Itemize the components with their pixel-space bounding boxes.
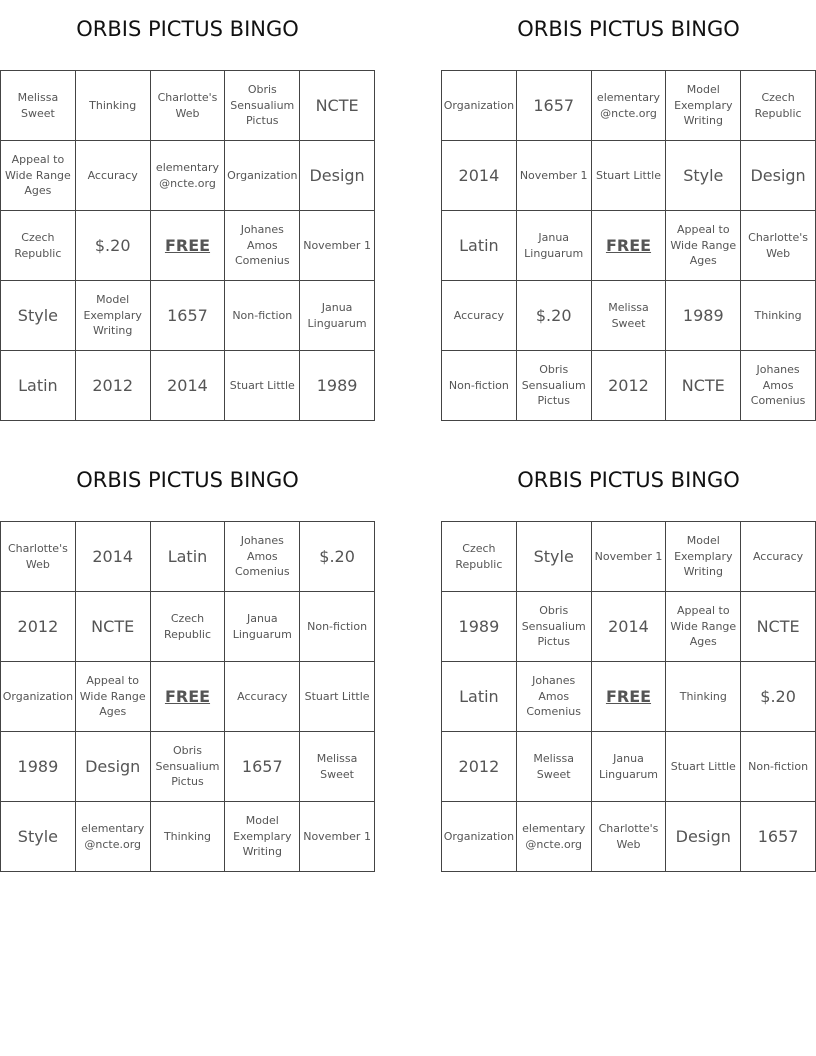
grid-row: [442, 662, 816, 732]
bingo-cell: Stuart Little: [225, 351, 300, 421]
bingo-grid: [441, 70, 816, 421]
grid-row: [1, 592, 375, 662]
bingo-cell: Organization: [1, 662, 76, 732]
grid-row: [1, 522, 375, 592]
bingo-cell: Janua Linguarum: [300, 281, 375, 351]
grid-row: [1, 732, 375, 802]
bingo-cell: Model Exemplary Writing: [666, 522, 741, 592]
bingo-cell: Melissa Sweet: [517, 732, 592, 802]
bingo-cell: Design: [666, 802, 741, 872]
bingo-cell: Stuart Little: [592, 141, 667, 211]
bingo-cell: Melissa Sweet: [1, 71, 76, 141]
bingo-cell: NCTE: [666, 351, 741, 421]
grid-row: [1, 211, 375, 281]
grid-row: [442, 281, 816, 351]
bingo-cell: 2012: [442, 732, 517, 802]
bingo-cell: 1989: [1, 732, 76, 802]
grid-row: [1, 141, 375, 211]
bingo-cell: Obris Sensualium Pictus: [151, 732, 226, 802]
bingo-cell: Style: [666, 141, 741, 211]
bingo-cell: Accuracy: [225, 662, 300, 732]
grid-row: [442, 522, 816, 592]
bingo-cell: Charlotte's Web: [741, 211, 816, 281]
bingo-cell: 1657: [741, 802, 816, 872]
bingo-cell: $.20: [517, 281, 592, 351]
grid-row: [442, 351, 816, 421]
bingo-cell: $.20: [741, 662, 816, 732]
bingo-cell: Model Exemplary Writing: [76, 281, 151, 351]
bingo-cell: 2012: [76, 351, 151, 421]
free-space-cell: FREE: [592, 662, 667, 732]
bingo-cell: Charlotte's Web: [1, 522, 76, 592]
bingo-cell: Accuracy: [741, 522, 816, 592]
grid-row: [1, 662, 375, 732]
grid-row: [442, 732, 816, 802]
grid-row: [1, 802, 375, 872]
bingo-cell: Johanes Amos Comenius: [225, 211, 300, 281]
bingo-cell: Janua Linguarum: [517, 211, 592, 281]
bingo-cell: Accuracy: [76, 141, 151, 211]
bingo-cell: Thinking: [76, 71, 151, 141]
bingo-cell: Model Exemplary Writing: [225, 802, 300, 872]
bingo-cell: Charlotte's Web: [151, 71, 226, 141]
bingo-cell: NCTE: [76, 592, 151, 662]
bingo-cell: Thinking: [666, 662, 741, 732]
grid-row: [442, 211, 816, 281]
bingo-cell: $.20: [300, 522, 375, 592]
bingo-cell: Melissa Sweet: [300, 732, 375, 802]
bingo-cell: Style: [517, 522, 592, 592]
grid-row: [1, 351, 375, 421]
bingo-cell: Non-fiction: [225, 281, 300, 351]
bingo-cell: 2012: [1, 592, 76, 662]
bingo-cell: 2014: [592, 592, 667, 662]
bingo-cell: Stuart Little: [666, 732, 741, 802]
bingo-cell: Organization: [225, 141, 300, 211]
card-title: ORBIS PICTUS BINGO: [517, 468, 740, 492]
bingo-cell: 2012: [592, 351, 667, 421]
bingo-cell: Obris Sensualium Pictus: [225, 71, 300, 141]
bingo-grid: [0, 521, 375, 872]
bingo-cell: Melissa Sweet: [592, 281, 667, 351]
bingo-cell: November 1: [517, 141, 592, 211]
bingo-cell: Design: [300, 141, 375, 211]
bingo-cell: Johanes Amos Comenius: [225, 522, 300, 592]
bingo-cell: Latin: [1, 351, 76, 421]
bingo-cell: elementary@ncte.org: [517, 802, 592, 872]
bingo-cell: elementary@ncte.org: [592, 71, 667, 141]
bingo-cell: Czech Republic: [442, 522, 517, 592]
bingo-cell: Czech Republic: [741, 71, 816, 141]
bingo-grid: [441, 521, 816, 872]
bingo-cell: Design: [741, 141, 816, 211]
bingo-cell: 1657: [225, 732, 300, 802]
bingo-cell: Organization: [442, 802, 517, 872]
bingo-cell: Organization: [442, 71, 517, 141]
bingo-cell: Janua Linguarum: [225, 592, 300, 662]
bingo-cell: 2014: [442, 141, 517, 211]
grid-row: [442, 71, 816, 141]
bingo-cell: Latin: [151, 522, 226, 592]
bingo-cell: Appeal to Wide Range Ages: [666, 211, 741, 281]
bingo-cell: Appeal to Wide Range Ages: [666, 592, 741, 662]
card-title: ORBIS PICTUS BINGO: [517, 17, 740, 41]
bingo-cell: Obris Sensualium Pictus: [517, 351, 592, 421]
bingo-cell: Appeal to Wide Range Ages: [76, 662, 151, 732]
bingo-cell: NCTE: [741, 592, 816, 662]
bingo-cell: Non-fiction: [300, 592, 375, 662]
bingo-cell: Model Exemplary Writing: [666, 71, 741, 141]
bingo-cell: Janua Linguarum: [592, 732, 667, 802]
bingo-cell: 1989: [666, 281, 741, 351]
bingo-cell: 2014: [76, 522, 151, 592]
bingo-cell: 2014: [151, 351, 226, 421]
bingo-cell: Style: [1, 281, 76, 351]
free-space-cell: FREE: [151, 662, 226, 732]
bingo-cell: November 1: [300, 802, 375, 872]
bingo-cell: Appeal to Wide Range Ages: [1, 141, 76, 211]
bingo-grid: [0, 70, 375, 421]
bingo-cell: Non-fiction: [442, 351, 517, 421]
grid-row: [442, 141, 816, 211]
grid-row: [442, 802, 816, 872]
bingo-cell: 1657: [517, 71, 592, 141]
bingo-cell: 1989: [300, 351, 375, 421]
bingo-cell: elementary@ncte.org: [151, 141, 226, 211]
bingo-cell: Design: [76, 732, 151, 802]
bingo-cell: November 1: [592, 522, 667, 592]
grid-row: [1, 281, 375, 351]
grid-row: [1, 71, 375, 141]
bingo-cell: Czech Republic: [1, 211, 76, 281]
bingo-cell: elementary@ncte.org: [76, 802, 151, 872]
card-title: ORBIS PICTUS BINGO: [76, 468, 299, 492]
bingo-cell: Latin: [442, 662, 517, 732]
free-space-cell: FREE: [592, 211, 667, 281]
bingo-cell: Johanes Amos Comenius: [517, 662, 592, 732]
bingo-cell: Obris Sensualium Pictus: [517, 592, 592, 662]
grid-row: [442, 592, 816, 662]
bingo-cell: 1657: [151, 281, 226, 351]
bingo-cell: Charlotte's Web: [592, 802, 667, 872]
bingo-cell: Accuracy: [442, 281, 517, 351]
bingo-cell: NCTE: [300, 71, 375, 141]
bingo-cell: Style: [1, 802, 76, 872]
bingo-cell: 1989: [442, 592, 517, 662]
bingo-cell: Thinking: [741, 281, 816, 351]
bingo-cell: Thinking: [151, 802, 226, 872]
bingo-cell: Non-fiction: [741, 732, 816, 802]
card-title: ORBIS PICTUS BINGO: [76, 17, 299, 41]
bingo-cell: November 1: [300, 211, 375, 281]
free-space-cell: FREE: [151, 211, 226, 281]
bingo-cell: Johanes Amos Comenius: [741, 351, 816, 421]
bingo-cell: Latin: [442, 211, 517, 281]
bingo-cell: Stuart Little: [300, 662, 375, 732]
bingo-cell: $.20: [76, 211, 151, 281]
bingo-cell: Czech Republic: [151, 592, 226, 662]
